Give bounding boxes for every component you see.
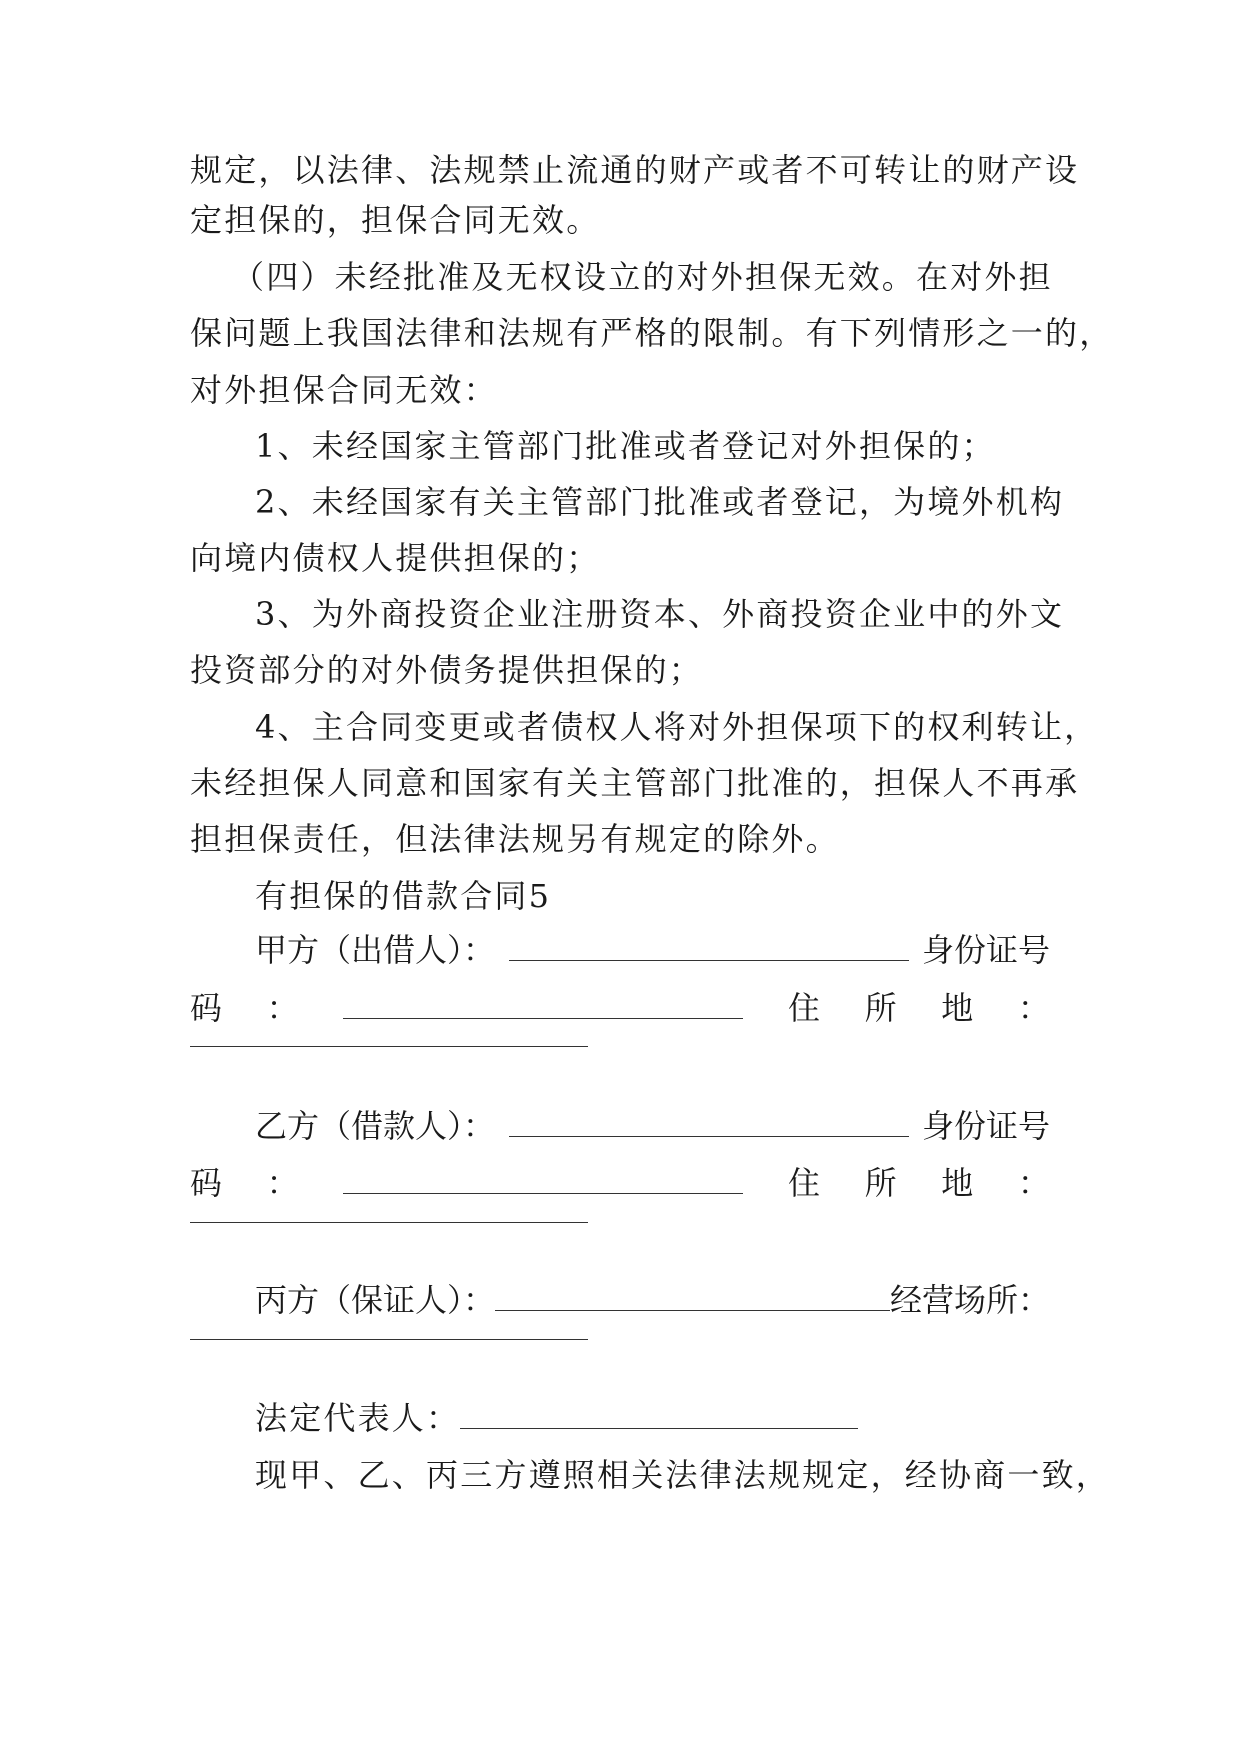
party-b-row — [255, 1106, 1050, 1146]
party-a-address-field[interactable] — [190, 1045, 588, 1047]
legal-rep-label: 法定代表人： — [255, 1399, 461, 1437]
id-number-label-cont: 码 — [190, 989, 223, 1027]
paragraph-line: 规定，以法律、法规禁止流通的财产或者不可转让的财产设 — [190, 151, 1080, 189]
party-c-label: 丙方（保证人）： — [255, 1281, 496, 1319]
address-char-3: 地 — [941, 1164, 974, 1202]
party-c-business-place-field[interactable] — [190, 1338, 588, 1340]
legal-rep-field[interactable] — [460, 1398, 858, 1429]
id-number-label: 身份证号 — [921, 931, 1050, 969]
contract-title: 有担保的借款合同5 — [255, 877, 552, 915]
list-item-4-cont: 未经担保人同意和国家有关主管部门批准的，担保人不再承 — [190, 764, 1080, 802]
paragraph-line: （四）未经批准及无权设立的对外担保无效。在对外担 — [232, 258, 1053, 296]
final-paragraph-line: 现甲、乙、丙三方遵照相关法律法规规定，经协商一致， — [255, 1456, 1111, 1494]
address-char-2: 所 — [864, 989, 897, 1027]
list-item-2: 2、未经国家有关主管部门批准或者登记，为境外机构 — [255, 483, 1065, 521]
party-a-row-2 — [190, 988, 1050, 1028]
party-a-id-field[interactable] — [343, 988, 743, 1019]
paragraph-line: 定担保的，担保合同无效。 — [190, 201, 601, 239]
party-a-row — [255, 930, 1050, 970]
party-b-row-2 — [190, 1163, 1050, 1203]
business-place-label: 经营场所： — [889, 1281, 1050, 1319]
legal-rep-row — [255, 1398, 1115, 1438]
party-b-label: 乙方（借款人）： — [255, 1107, 496, 1145]
colon: ： — [1017, 1164, 1050, 1202]
colon: ： — [1017, 989, 1050, 1027]
paragraph-line: 对外担保合同无效： — [190, 371, 498, 409]
id-number-label: 身份证号 — [921, 1107, 1050, 1145]
list-item-3-cont: 投资部分的对外债务提供担保的； — [190, 651, 704, 689]
party-c-row — [255, 1280, 1050, 1320]
party-b-id-field[interactable] — [343, 1163, 743, 1194]
list-item-2-cont: 向境内债权人提供担保的； — [190, 539, 601, 577]
list-item-4: 4、主合同变更或者债权人将对外担保项下的权利转让， — [255, 708, 1099, 746]
id-number-label-cont: 码 — [190, 1164, 223, 1202]
address-char-3: 地 — [941, 989, 974, 1027]
party-b-name-field[interactable] — [509, 1106, 909, 1137]
list-item-4-cont: 担担保责任，但法律法规另有规定的除外。 — [190, 820, 840, 858]
party-c-name-field[interactable] — [495, 1280, 890, 1311]
address-char-2: 所 — [864, 1164, 897, 1202]
address-char-1: 住 — [787, 1164, 820, 1202]
list-item-1: 1、未经国家主管部门批准或者登记对外担保的； — [255, 427, 996, 465]
address-char-1: 住 — [787, 989, 820, 1027]
party-a-label: 甲方（出借人）： — [255, 931, 496, 969]
party-b-address-field[interactable] — [190, 1221, 588, 1223]
colon: ： — [266, 1164, 299, 1202]
list-item-3: 3、为外商投资企业注册资本、外商投资企业中的外文 — [255, 595, 1065, 633]
party-a-name-field[interactable] — [509, 930, 909, 961]
colon: ： — [266, 989, 299, 1027]
paragraph-line: 保问题上我国法律和法规有严格的限制。有下列情形之一的， — [190, 314, 1114, 352]
